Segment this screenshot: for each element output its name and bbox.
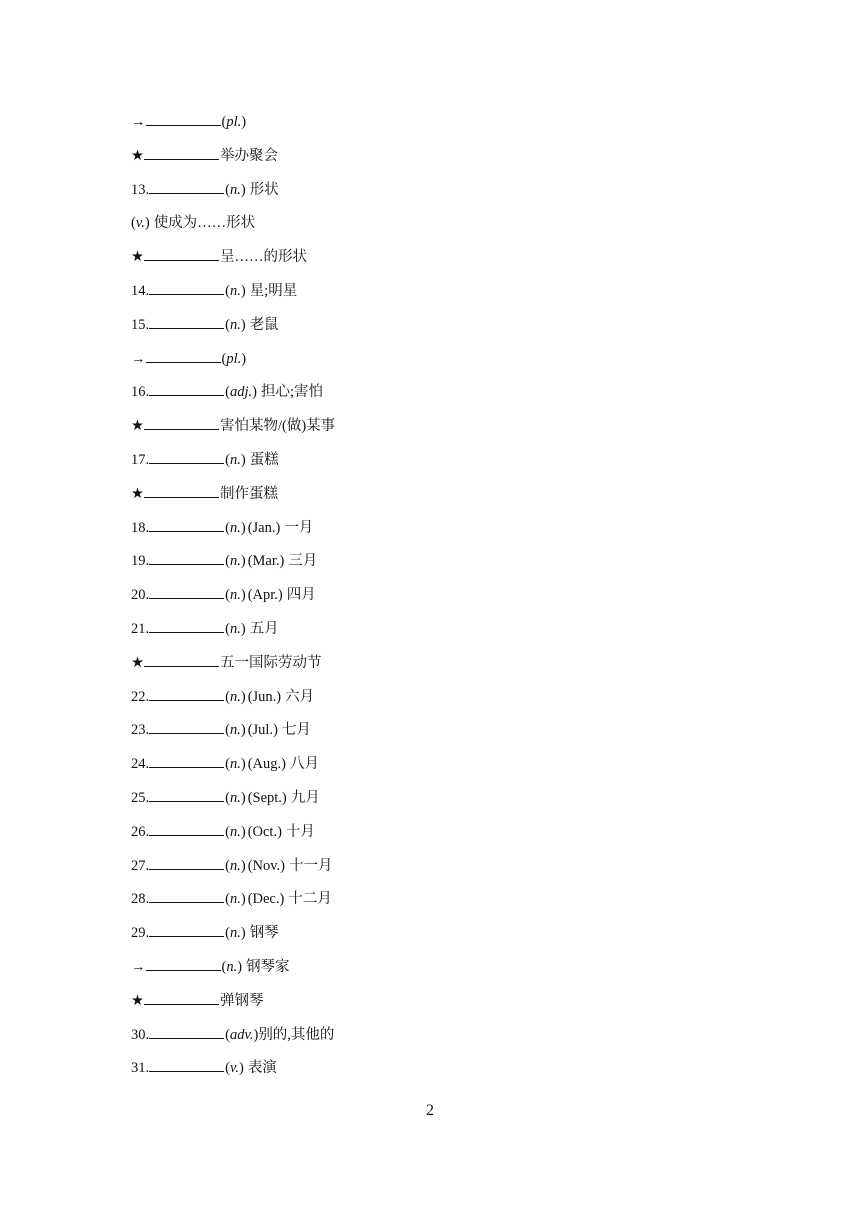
part-of-speech: (n.) [225,316,246,333]
part-of-speech-text: v. [229,1060,239,1077]
vocab-line [131,279,771,313]
part-of-speech-text: pl. [226,350,242,367]
part-of-speech-text: n. [229,857,241,874]
vocab-line [131,921,771,955]
abbreviation: (Aug.) [247,756,286,773]
item-prefix: 28. [131,891,150,908]
page-number: 2 [426,1102,434,1119]
answer-blank[interactable] [149,381,224,396]
abbreviation: (Oct.) [247,823,282,840]
vocab-line [131,955,771,989]
part-of-speech-text: n. [229,587,241,604]
chinese-meaning: 六月 [285,688,315,705]
item-prefix: 15. [131,316,150,333]
part-of-speech: (n.) [225,789,246,806]
chinese-meaning: 八月 [289,756,319,773]
answer-blank[interactable] [146,111,221,126]
answer-blank[interactable] [144,415,219,430]
chinese-meaning: 十二月 [288,891,332,908]
part-of-speech: (n.) [225,519,246,536]
part-of-speech: (pl.) [221,350,247,367]
vocabulary-list [131,110,771,1090]
item-prefix: 23. [131,722,150,739]
vocab-line [131,989,771,1023]
answer-blank[interactable] [149,1057,224,1072]
item-prefix: → [131,114,146,130]
answer-blank[interactable] [144,246,219,261]
vocab-line [131,110,771,144]
part-of-speech-text: n. [229,451,241,468]
answer-blank[interactable] [149,1024,224,1039]
answer-blank[interactable] [149,517,224,532]
part-of-speech: (n.) [225,756,246,773]
answer-blank[interactable] [149,314,224,329]
vocab-line [131,685,771,719]
item-prefix: ★ [131,418,144,435]
item-prefix: 30. [131,1026,150,1043]
part-of-speech-text: n. [229,282,241,299]
part-of-speech: (n.) [225,620,246,637]
abbreviation: (Jun.) [247,688,282,705]
chinese-meaning: 使成为……形状 [153,215,256,232]
item-prefix: ★ [131,147,144,164]
part-of-speech: (v.) [131,215,150,232]
chinese-meaning: 举办聚会 [220,147,278,164]
part-of-speech: (n.) [225,722,246,739]
abbreviation: (Jul.) [247,722,278,739]
vocab-line [131,414,771,448]
item-prefix: 26. [131,823,150,840]
part-of-speech-text: n. [229,823,241,840]
part-of-speech: (v.) [225,1060,244,1077]
answer-blank[interactable] [149,449,224,464]
abbreviation: (Mar.) [247,553,285,570]
item-prefix: ★ [131,992,144,1009]
answer-blank[interactable] [146,956,221,971]
answer-blank[interactable] [149,787,224,802]
part-of-speech-text: n. [229,789,241,806]
vocab-line [131,448,771,482]
part-of-speech-text: n. [229,519,241,536]
part-of-speech-text: n. [229,722,241,739]
vocab-line [131,313,771,347]
answer-blank[interactable] [149,179,224,194]
item-prefix: → [131,958,146,975]
part-of-speech: (n.) [225,688,246,705]
item-prefix: ★ [131,485,144,502]
item-prefix: 29. [131,925,150,942]
part-of-speech-text: n. [229,620,241,637]
answer-blank[interactable] [149,618,224,633]
abbreviation: (Dec.) [247,891,285,908]
item-prefix: 14. [131,282,150,299]
chinese-meaning: 三月 [288,553,318,570]
part-of-speech-text: adv. [229,1026,254,1043]
vocab-line [131,820,771,854]
part-of-speech-text: pl. [226,114,242,130]
item-prefix: 19. [131,553,150,570]
chinese-meaning: 呈……的形状 [220,249,307,266]
answer-blank[interactable] [149,888,224,903]
chinese-meaning: 表演 [247,1060,277,1077]
part-of-speech-text: n. [229,553,241,570]
item-prefix: 21. [131,620,150,637]
item-prefix: → [131,350,146,367]
part-of-speech: (n.) [225,891,246,908]
part-of-speech: (adj.) [225,384,257,401]
chinese-meaning: 钢琴 [249,925,279,942]
vocab-line [131,786,771,820]
chinese-meaning: 制作蛋糕 [220,485,278,502]
item-prefix: ★ [131,249,144,266]
part-of-speech: (n.) [221,958,243,975]
answer-blank[interactable] [149,719,224,734]
part-of-speech: (n.) [225,823,246,840]
chinese-meaning: 蛋糕 [249,451,279,468]
vocab-line [131,1056,771,1090]
vocab-line [131,887,771,921]
vocab-line [131,718,771,752]
part-of-speech-text: n. [229,316,241,333]
chinese-meaning: 一月 [284,519,314,536]
answer-blank[interactable] [149,686,224,701]
vocab-line [131,482,771,516]
answer-blank[interactable] [146,348,221,363]
vocab-line [131,854,771,888]
chinese-meaning: 十月 [285,823,315,840]
vocab-line [131,380,771,414]
answer-blank[interactable] [144,652,219,667]
abbreviation: (Apr.) [247,587,283,604]
item-prefix: 20. [131,587,150,604]
answer-blank[interactable] [149,821,224,836]
part-of-speech: (n.) [225,553,246,570]
vocab-line [131,752,771,786]
item-prefix: 27. [131,857,150,874]
answer-blank[interactable] [149,584,224,599]
part-of-speech: (n.) [225,181,246,198]
part-of-speech: (n.) [225,451,246,468]
vocab-line [131,245,771,279]
answer-blank[interactable] [144,483,219,498]
chinese-meaning: 老鼠 [249,316,279,333]
vocab-line [131,347,771,381]
vocab-line [131,583,771,617]
chinese-meaning: 弹钢琴 [220,992,264,1009]
chinese-meaning: 四月 [286,587,316,604]
chinese-meaning: 形状 [249,181,279,198]
item-prefix: 22. [131,688,150,705]
part-of-speech: (adv.) [225,1026,259,1043]
vocab-line [131,144,771,178]
chinese-meaning: 星;明星 [249,282,298,299]
vocab-line [131,211,771,245]
item-prefix: 16. [131,384,150,401]
vocab-line [131,617,771,651]
part-of-speech-text: v. [135,215,145,232]
abbreviation: (Nov.) [247,857,285,874]
answer-blank[interactable] [144,990,219,1005]
part-of-speech-text: n. [229,891,241,908]
answer-blank[interactable] [149,550,224,565]
vocab-line [131,651,771,685]
part-of-speech: (n.) [225,282,246,299]
part-of-speech-text: n. [229,756,241,773]
vocab-line [131,549,771,583]
chinese-meaning: 害怕某物/(做)某事 [220,418,336,435]
item-prefix: 25. [131,789,150,806]
item-prefix: 31. [131,1060,150,1077]
part-of-speech-text: n. [229,181,241,198]
part-of-speech: (n.) [225,587,246,604]
part-of-speech: (n.) [225,925,246,942]
answer-blank[interactable] [149,855,224,870]
part-of-speech-text: n. [226,958,238,975]
vocab-line [131,178,771,212]
vocab-line [131,1023,771,1057]
abbreviation: (Jan.) [247,519,281,536]
part-of-speech: (n.) [225,857,246,874]
answer-blank[interactable] [149,922,224,937]
part-of-speech-text: n. [229,925,241,942]
chinese-meaning: 钢琴家 [246,958,290,975]
answer-blank[interactable] [149,280,224,295]
chinese-meaning: 五月 [249,620,279,637]
part-of-speech-text: n. [229,688,241,705]
abbreviation: (Sept.) [247,789,287,806]
item-prefix: 24. [131,756,150,773]
chinese-meaning: 五一国际劳动节 [220,654,322,671]
chinese-meaning: 担心;害怕 [260,384,323,401]
item-prefix: 18. [131,519,150,536]
answer-blank[interactable] [144,145,219,160]
vocab-line [131,516,771,550]
item-prefix: ★ [131,654,144,671]
chinese-meaning: 七月 [281,722,311,739]
part-of-speech: (pl.) [221,114,247,130]
chinese-meaning: 十一月 [289,857,333,874]
answer-blank[interactable] [149,753,224,768]
chinese-meaning: 九月 [290,789,320,806]
item-prefix: 13. [131,181,150,198]
item-prefix: 17. [131,451,150,468]
chinese-meaning: 别的,其他的 [258,1026,335,1043]
part-of-speech-text: adj. [229,384,253,401]
